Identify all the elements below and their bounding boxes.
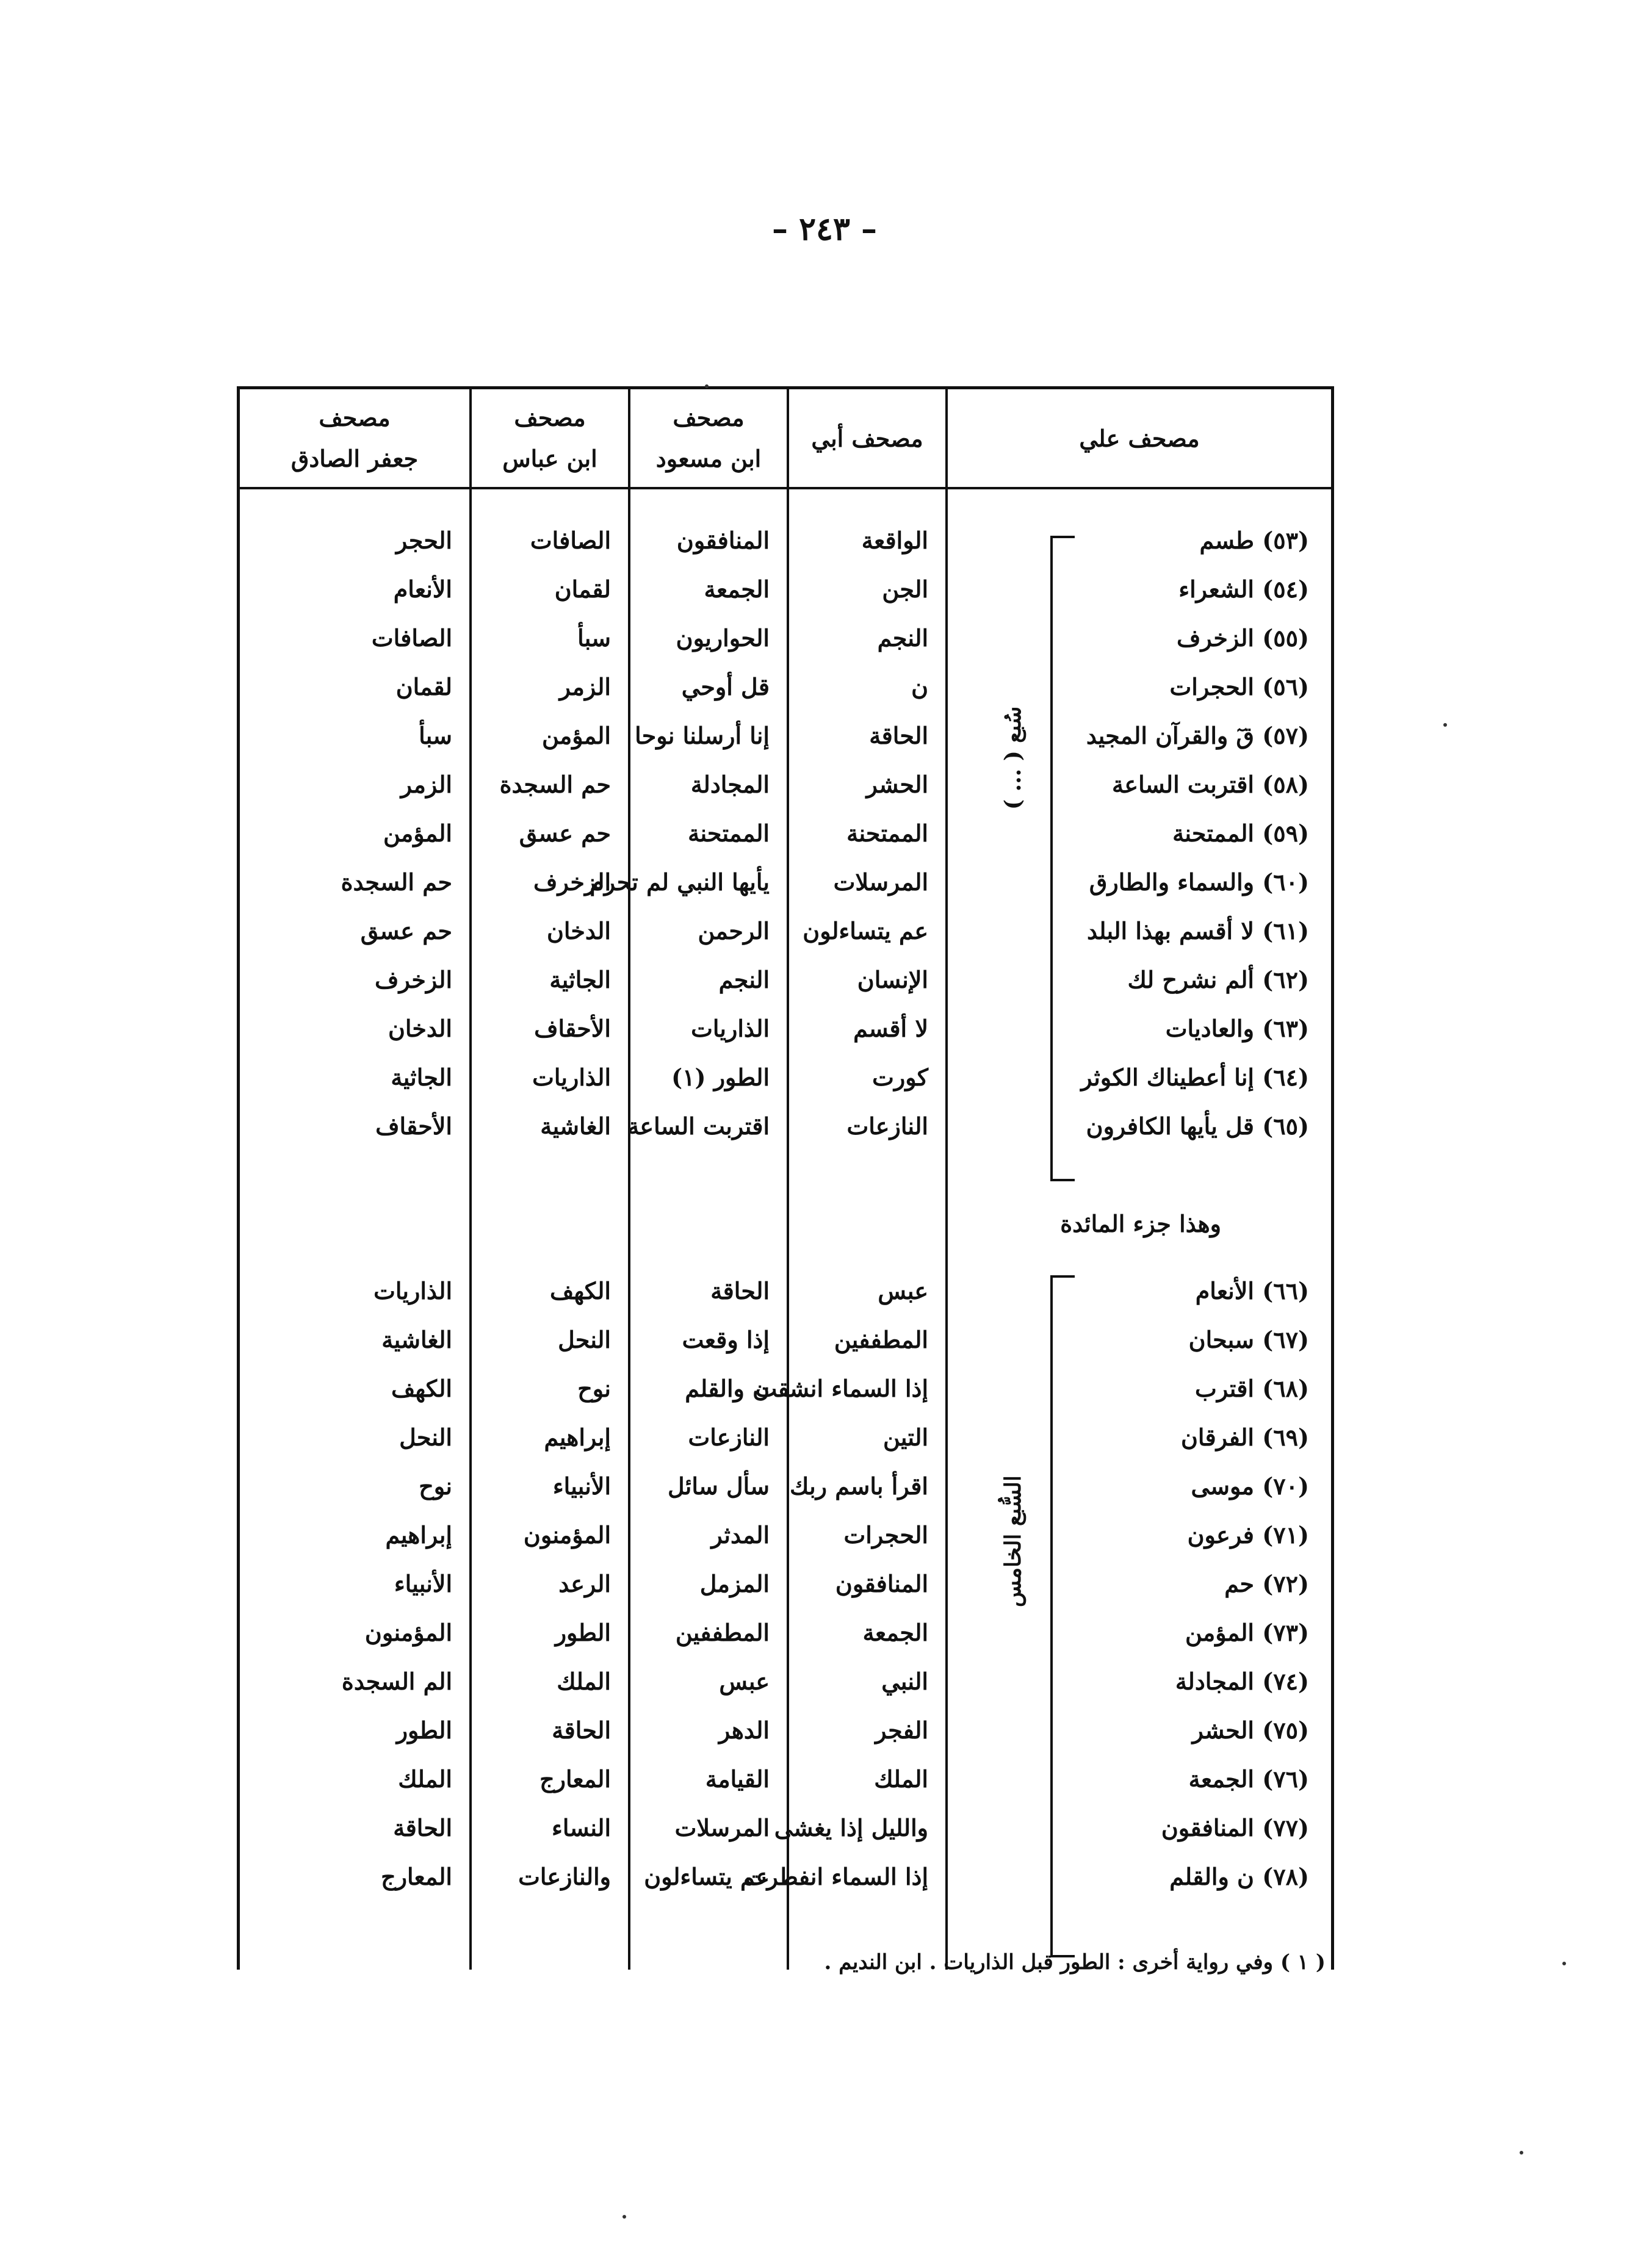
surah-cell-ali: (٧٧) المنافقون bbox=[1161, 1814, 1309, 1841]
surah-cell-ali: (٧٥) الحشر bbox=[1192, 1716, 1309, 1744]
group-label: سُبع ( ... ) bbox=[1000, 707, 1026, 810]
surah-cell-jafar: الغاشية bbox=[381, 1326, 452, 1353]
header-rule bbox=[240, 487, 1331, 489]
column-divider bbox=[628, 389, 630, 1970]
surah-cell-jafar: نوح bbox=[419, 1472, 452, 1500]
surah-cell-jafar: الملك bbox=[398, 1765, 452, 1793]
surah-cell-ali: (٦٥) قل يأيها الكافرون bbox=[1086, 1112, 1309, 1140]
page-number: – ٢٤٣ – bbox=[771, 211, 877, 248]
surah-cell-ali: (٦٧) سبحان bbox=[1188, 1326, 1309, 1353]
surah-cell-abbas: الطور bbox=[555, 1619, 611, 1646]
surah-cell-jafar: لقمان bbox=[395, 673, 452, 700]
surah-cell-masud: النجم bbox=[718, 966, 770, 993]
surah-cell-masud: المجادلة bbox=[690, 771, 770, 798]
surah-cell-ali: (٧٦) الجمعة bbox=[1188, 1765, 1309, 1793]
surah-cell-abbas: الأحقاف bbox=[534, 1015, 611, 1042]
surah-cell-abbas: الغاشية bbox=[540, 1112, 611, 1140]
surah-cell-masud: ن والقلم bbox=[685, 1375, 770, 1402]
header-ibn-masud-line2: ابن مسعود bbox=[655, 445, 762, 472]
print-speck bbox=[1520, 2151, 1523, 2155]
surah-cell-abbas: المؤمنون bbox=[523, 1521, 611, 1549]
surah-cell-ali: (٦٢) ألم نشرح لك bbox=[1127, 966, 1309, 993]
mushaf-order-table bbox=[237, 386, 1334, 1970]
print-speck bbox=[1562, 1962, 1566, 1965]
surah-cell-abbas: الدخان bbox=[546, 917, 611, 945]
header-ubayy-text: مصحف أبي bbox=[811, 424, 923, 452]
surah-cell-ubayy: اقرأ باسم ربك bbox=[790, 1472, 928, 1500]
surah-cell-jafar: الدخان bbox=[388, 1015, 452, 1042]
surah-cell-abbas: حم عسق bbox=[519, 819, 611, 847]
surah-cell-abbas: الحاقة bbox=[552, 1716, 611, 1744]
surah-cell-ali: (٥٩) الممتحنة bbox=[1172, 819, 1309, 847]
surah-cell-ali: (٧٤) المجادلة bbox=[1175, 1668, 1309, 1695]
surah-cell-abbas: والنازعات bbox=[518, 1863, 611, 1890]
surah-cell-abbas: النساء bbox=[552, 1814, 611, 1841]
surah-cell-ali: (٥٣) طسم bbox=[1199, 527, 1309, 554]
surah-cell-ubayy: النجم bbox=[877, 624, 928, 652]
surah-cell-ali: (٦٨) اقترب bbox=[1195, 1375, 1309, 1402]
surah-cell-ubayy: المطففين bbox=[834, 1326, 928, 1353]
surah-cell-ali: (٦٦) الأنعام bbox=[1195, 1277, 1309, 1305]
surah-cell-abbas: الزخرف bbox=[533, 868, 611, 896]
surah-cell-jafar: حم عسق bbox=[360, 917, 452, 945]
group-bracket bbox=[1050, 536, 1075, 1181]
surah-cell-ubayy: الحاقة bbox=[869, 722, 928, 749]
surah-cell-ubayy: عبس bbox=[878, 1277, 928, 1305]
surah-cell-jafar: المؤمن bbox=[383, 819, 452, 847]
surah-cell-abbas: الذاريات bbox=[532, 1064, 611, 1091]
surah-cell-ali: (٥٦) الحجرات bbox=[1169, 673, 1309, 700]
surah-cell-abbas: الأنبياء bbox=[552, 1472, 611, 1500]
surah-cell-masud: عبس bbox=[719, 1668, 770, 1695]
surah-cell-masud: يأيها النبي لم تحرم bbox=[590, 868, 770, 896]
surah-cell-abbas: الجاثية bbox=[549, 966, 611, 993]
surah-cell-ubayy: الملك bbox=[874, 1765, 928, 1793]
surah-cell-ubayy: الممتحنة bbox=[846, 819, 928, 847]
surah-cell-ali: (٦٩) الفرقان bbox=[1181, 1424, 1309, 1451]
group-bracket bbox=[1050, 1275, 1075, 1957]
header-jafar-line1: مصحف bbox=[319, 404, 391, 431]
surah-cell-ubayy: كورت bbox=[872, 1064, 928, 1091]
surah-cell-masud: سأل سائل bbox=[667, 1472, 770, 1500]
column-divider bbox=[945, 389, 948, 1970]
surah-cell-ali: (٧١) فرعون bbox=[1187, 1521, 1309, 1549]
surah-cell-abbas: إبراهيم bbox=[544, 1424, 611, 1451]
surah-cell-masud: الطور (١) bbox=[671, 1064, 770, 1091]
surah-cell-ali: (٥٨) اقتربت الساعة bbox=[1112, 771, 1309, 798]
surah-cell-jafar: الأحقاف bbox=[375, 1112, 452, 1140]
header-ibn-abbas-line1: مصحف bbox=[514, 404, 586, 431]
surah-cell-ubayy: لا أقسم bbox=[853, 1015, 928, 1042]
print-speck bbox=[622, 2215, 626, 2219]
surah-cell-masud: الممتحنة bbox=[688, 819, 770, 847]
surah-cell-ubayy: الفجر bbox=[875, 1716, 928, 1744]
surah-cell-jafar: الزمر bbox=[400, 771, 452, 798]
surah-cell-masud: المرسلات bbox=[674, 1814, 770, 1841]
surah-cell-ali: (٥٥) الزخرف bbox=[1177, 624, 1309, 652]
surah-cell-jafar: الزخرف bbox=[375, 966, 452, 993]
surah-cell-masud: الجمعة bbox=[704, 575, 770, 603]
surah-cell-ali: (٦٤) إنا أعطيناك الكوثر bbox=[1081, 1064, 1309, 1091]
surah-cell-jafar: الحجر bbox=[395, 527, 452, 554]
surah-cell-ali: (٦١) لا أقسم بهذا البلد bbox=[1086, 917, 1309, 945]
column-divider bbox=[469, 389, 472, 1970]
surah-cell-masud: المطففين bbox=[675, 1619, 770, 1646]
group-label: السُّبع الخامس bbox=[1000, 1475, 1026, 1607]
surah-cell-abbas: الزمر bbox=[559, 673, 611, 700]
surah-cell-abbas: المعارج bbox=[539, 1765, 611, 1793]
header-ibn-masud bbox=[630, 389, 787, 487]
surah-cell-jafar: المعارج bbox=[381, 1863, 452, 1890]
surah-cell-masud: المزمل bbox=[699, 1570, 770, 1597]
surah-cell-jafar: الذاريات bbox=[373, 1277, 452, 1305]
surah-cell-jafar: إبراهيم bbox=[385, 1521, 452, 1549]
surah-cell-abbas: نوح bbox=[577, 1375, 611, 1402]
surah-cell-masud: عم يتساءلون bbox=[644, 1863, 770, 1890]
header-ibn-masud-line1: مصحف bbox=[673, 404, 745, 431]
surah-cell-masud: القيامة bbox=[705, 1765, 770, 1793]
column-divider bbox=[787, 389, 789, 1970]
surah-cell-abbas: المؤمن bbox=[541, 722, 611, 749]
surah-cell-ubayy: الحجرات bbox=[843, 1521, 928, 1549]
header-ubayy bbox=[789, 389, 945, 487]
surah-cell-abbas: الكهف bbox=[550, 1277, 611, 1305]
header-jafar bbox=[240, 389, 469, 487]
surah-cell-masud: قل أوحي bbox=[681, 673, 770, 700]
header-jafar-line2: جعفر الصادق bbox=[290, 445, 419, 472]
surah-cell-masud: الحواريون bbox=[676, 624, 770, 652]
surah-cell-masud: النازعات bbox=[688, 1424, 770, 1451]
surah-cell-ubayy: النبي bbox=[881, 1668, 928, 1695]
surah-cell-jafar: سبأ bbox=[419, 722, 452, 749]
surah-cell-ubayy: الحشر bbox=[866, 771, 928, 798]
surah-cell-jafar: الصافات bbox=[371, 624, 452, 652]
surah-cell-jafar: النحل bbox=[399, 1424, 452, 1451]
section-divider: وهذا جزء المائدة bbox=[1060, 1210, 1221, 1237]
surah-cell-ali: (٧٨) ن والقلم bbox=[1169, 1863, 1309, 1890]
surah-cell-ali: (٦٣) والعاديات bbox=[1165, 1015, 1309, 1042]
surah-cell-abbas: الملك bbox=[557, 1668, 611, 1695]
surah-cell-ubayy: الواقعة bbox=[861, 527, 928, 554]
surah-cell-masud: الحاقة bbox=[710, 1277, 770, 1305]
surah-cell-ubayy: والليل إذا يغشى bbox=[774, 1814, 928, 1841]
surah-cell-ali: (٦٠) والسماء والطارق bbox=[1089, 868, 1309, 896]
surah-cell-ubayy: الجن bbox=[882, 575, 928, 603]
surah-cell-ubayy: التين bbox=[883, 1424, 928, 1451]
surah-cell-ali: (٥٧) قٓ والقرآن المجيد bbox=[1086, 722, 1309, 749]
surah-cell-jafar: الأنبياء bbox=[394, 1570, 452, 1597]
header-ali-text: مصحف علي bbox=[1079, 424, 1200, 452]
header-ibn-abbas-line2: ابن عباس bbox=[502, 445, 597, 472]
surah-cell-ali: (٥٤) الشعراء bbox=[1178, 575, 1309, 603]
surah-cell-ubayy: المرسلات bbox=[833, 868, 928, 896]
surah-cell-jafar: الحاقة bbox=[393, 1814, 452, 1841]
surah-cell-ubayy: الإنسان bbox=[857, 966, 928, 993]
surah-cell-jafar: الجاثية bbox=[391, 1064, 452, 1091]
surah-cell-jafar: الطور bbox=[396, 1716, 452, 1744]
surah-cell-ubayy: الجمعة bbox=[862, 1619, 928, 1646]
surah-cell-ubayy: عم يتساءلون bbox=[803, 917, 928, 945]
surah-cell-masud: المدثر bbox=[711, 1521, 770, 1549]
surah-cell-ubayy: إذا السماء انفطرت bbox=[745, 1863, 928, 1890]
surah-cell-jafar: المؤمنون bbox=[364, 1619, 452, 1646]
surah-cell-masud: إنا أرسلنا نوحا bbox=[635, 722, 770, 749]
surah-cell-ali: (٧٠) موسى bbox=[1191, 1472, 1309, 1500]
surah-cell-abbas: سبأ bbox=[577, 624, 611, 652]
surah-cell-masud: إذا وقعت bbox=[682, 1326, 770, 1353]
surah-cell-abbas: النحل bbox=[558, 1326, 611, 1353]
surah-cell-abbas: حم السجدة bbox=[499, 771, 611, 798]
surah-cell-ubayy: ن bbox=[911, 673, 928, 700]
surah-cell-masud: الذاريات bbox=[691, 1015, 770, 1042]
surah-cell-ali: (٧٣) المؤمن bbox=[1185, 1619, 1309, 1646]
surah-cell-masud: الدهر bbox=[718, 1716, 770, 1744]
header-ali bbox=[948, 389, 1331, 487]
surah-cell-masud: المنافقون bbox=[676, 527, 770, 554]
surah-cell-jafar: حم السجدة bbox=[341, 868, 452, 896]
surah-cell-abbas: الصافات bbox=[530, 527, 611, 554]
surah-cell-abbas: الرعد bbox=[558, 1570, 611, 1597]
surah-cell-jafar: الكهف bbox=[391, 1375, 452, 1402]
surah-cell-ali: (٧٢) حم bbox=[1224, 1570, 1309, 1597]
surah-cell-ubayy: المنافقون bbox=[835, 1570, 928, 1597]
surah-cell-jafar: الم السجدة bbox=[341, 1668, 452, 1695]
surah-cell-abbas: لقمان bbox=[554, 575, 611, 603]
print-speck bbox=[1443, 723, 1447, 727]
surah-cell-jafar: الأنعام bbox=[393, 575, 452, 603]
print-speck bbox=[705, 384, 709, 388]
surah-cell-ubayy: النازعات bbox=[846, 1112, 928, 1140]
footnote: ( ١ ) وفي رواية أخرى : الطور قبل الذاريات . ابن النديم . bbox=[824, 1950, 1326, 1975]
surah-cell-ubayy: إذا السماء انشقت bbox=[755, 1375, 928, 1402]
header-ibn-abbas bbox=[472, 389, 628, 487]
surah-cell-masud: الرحمن bbox=[698, 917, 770, 945]
surah-cell-masud: اقتربت الساعة bbox=[627, 1112, 770, 1140]
